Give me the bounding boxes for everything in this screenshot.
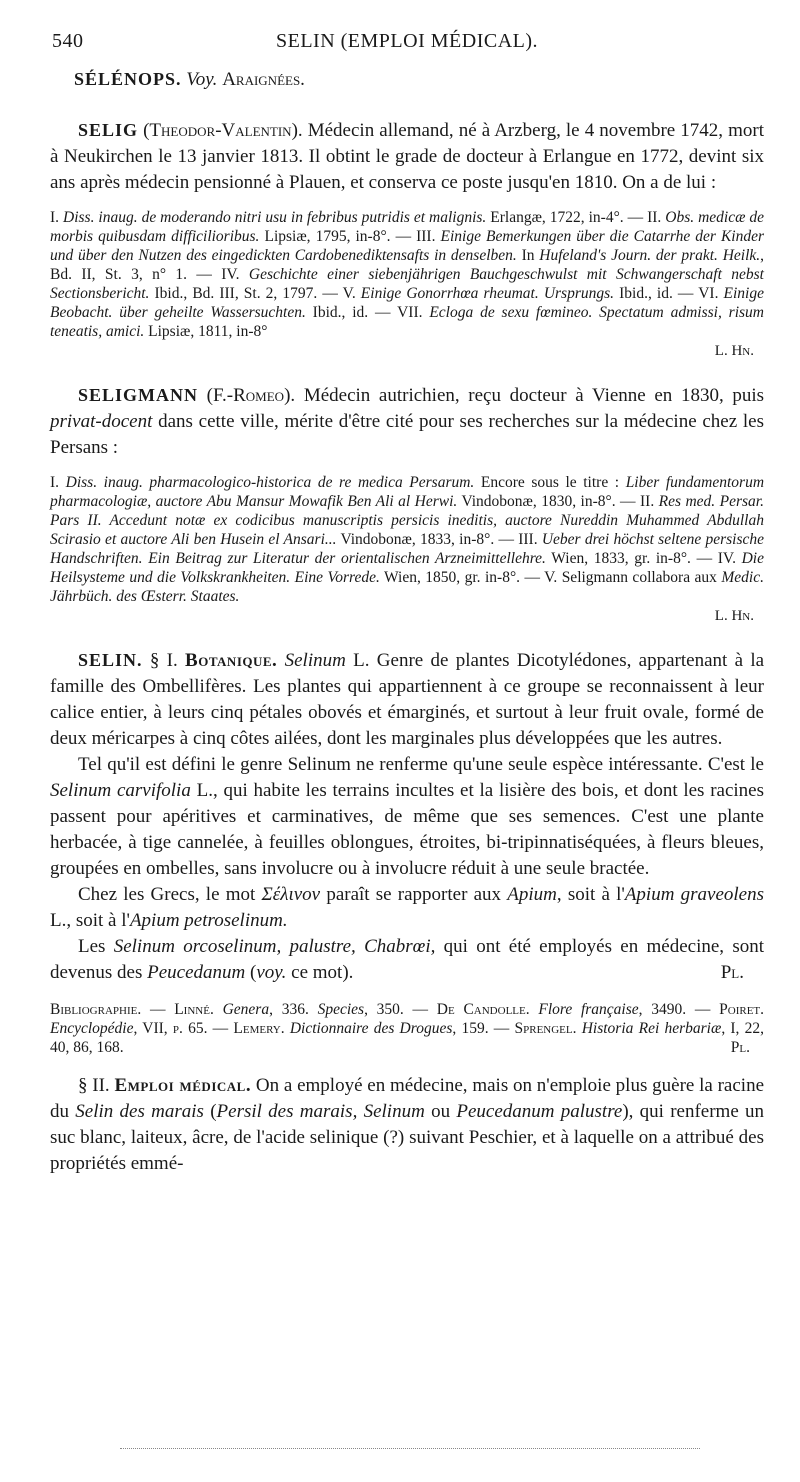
- paragraph-text: L., soit à l': [50, 910, 130, 931]
- works-text: Erlangæ, 1722, in-4°. — II.: [486, 209, 666, 226]
- paragraph-text: ), qui renferme un suc blanc, laiteux, âcre, de l'acide selinique (?) suivant Peschier, et à laquelle on a attribué des propriétés emmé-: [50, 1101, 765, 1174]
- seligmann-text: Médecin autrichien, reçu docteur à Vienne en 1830, puis: [303, 385, 765, 406]
- works-title: Ueber drei höchst seltene persische Handschriften. Ein Beitrag zur Literatur der orientalischen Arzneimittellehre.: [50, 531, 765, 567]
- selig-name: (Theodor-Valentin).: [143, 120, 303, 141]
- headword-seligmann: SELIGMANN: [78, 385, 199, 405]
- seligmann-paragraph: [50, 382, 764, 461]
- paragraph-text: Les: [78, 936, 114, 957]
- italic-term: voy.: [256, 962, 287, 983]
- works-text: I.: [50, 474, 66, 491]
- works-title: Liber fundamentorum pharmacologiæ, auctore Abu Mansur Mowafik Ben Ali al Herwi.: [50, 474, 765, 510]
- paragraph-text: (: [203, 1101, 217, 1122]
- headword-selig: SELIG: [78, 120, 139, 140]
- biblio-text: , 336.: [269, 1001, 318, 1018]
- works-text: , Bd. II, St. 3, n° 1. — IV.: [50, 247, 765, 283]
- selin-paragraph-4: [50, 934, 764, 986]
- paragraph-text: paraît se rapporter aux: [320, 884, 508, 905]
- works-text: Encore sous le titre :: [474, 474, 626, 491]
- bibliography-signature: Pl.: [730, 1039, 750, 1056]
- cross-reference: Araignées.: [222, 69, 305, 90]
- works-title: Res med. Persar. Pars II. Accedunt notæ ex codicibus manuscriptis persicis ineditis, auctore Nureddin Muhammed Abdullah Scirasio et auctore Ali ben Husein el Ansari...: [50, 493, 764, 548]
- biblio-title: Genera: [222, 1001, 270, 1018]
- running-head: [50, 30, 764, 60]
- paragraph-text: (: [245, 962, 257, 983]
- selin-paragraph-5: [50, 1073, 764, 1177]
- running-title: SELIN (EMPLOI MÉDICAL).: [275, 30, 539, 52]
- works-title: Die Heilsysteme und die Volkskrankheiten. Eine Vorrede.: [50, 550, 764, 586]
- selig-paragraph: [50, 117, 764, 196]
- voy-label: Voy.: [186, 69, 218, 90]
- works-text: Ibid., id. — VII.: [305, 304, 430, 321]
- italic-term: Apium petroselinum.: [129, 910, 288, 931]
- italic-term: Peucedanum: [147, 962, 246, 983]
- selin-signature: Pl.: [720, 962, 744, 983]
- works-title: Ecloga de sexu fœmineo. Spectatum admissi, risum teneatis, amici.: [50, 304, 764, 340]
- headword-selin: SELIN.: [78, 650, 143, 670]
- entry-selenops: [50, 66, 764, 93]
- works-title: Diss. inaug. de moderando nitri usu in febribus putridis et malignis.: [63, 209, 487, 226]
- seligmann-name: (F.-Romeo).: [206, 385, 296, 406]
- biblio-text: , 3490. — Poiret.: [638, 1001, 765, 1018]
- italic-term: Apium: [507, 884, 557, 905]
- biblio-title: Historia Rei herbariæ: [581, 1020, 722, 1037]
- works-text: Wien, 1833, gr. in-8°. — IV.: [545, 550, 742, 567]
- biblio-text: , I, 22, 40, 86, 168.: [50, 1020, 765, 1056]
- entry-seligmann: [50, 382, 764, 625]
- seligmann-text: dans cette ville, mérite d'être cité pour ses recherches sur la médecine chez les Persans :: [50, 411, 764, 458]
- works-text: Wien, 1850, gr. in-8°. — V. Seligmann collabora aux: [379, 569, 722, 586]
- italic-term: Peucedanum palustre: [456, 1101, 623, 1122]
- italic-term: Selinum: [284, 650, 346, 671]
- section-title-emploi: Emploi médical.: [114, 1075, 252, 1096]
- paragraph-text: On a employé en médecine, mais on n'emploie plus guère la racine du: [50, 1075, 765, 1122]
- works-title: Einige Bemerkungen über die Catarrhe der Kinder und über den Nutzen des eingedickten Cardobenediktensafts in denselben.: [50, 228, 764, 264]
- works-title: Diss. inaug. pharmacologico-historica de re medica Persarum.: [65, 474, 475, 491]
- italic-term: Persil des marais, Selinum: [216, 1101, 425, 1122]
- works-text: Ibid., Bd. III, St. 2, 1797. — V.: [149, 285, 361, 302]
- italic-term: Selinum orcoselinum, palustre, Chabrœi,: [113, 936, 436, 957]
- paragraph-text: Tel qu'il est défini le genre Selinum ne renferme qu'une seule espèce intéressante. C'est le: [78, 754, 764, 775]
- italic-term: Selin des marais: [75, 1101, 204, 1122]
- bottom-dotted-rule: [120, 1448, 700, 1449]
- paragraph-text: ce mot).: [286, 962, 354, 983]
- selin-bibliography: [50, 1000, 764, 1057]
- biblio-title: Species: [317, 1001, 365, 1018]
- works-title: Einige Gonorrhœa rheumat. Ursprungs.: [360, 285, 615, 302]
- paragraph-text: L., qui habite les terrains incultes et la lisière des bois, et dont les racines passent pour apéritives et carminatives, de même que ses semences. C'est une plante herbacée, à tige cannelée, à feuilles oblongues, étroites, bi-tripinnatiséquées, à fleurs bleues, groupées en ombelles, sans involucre ou à involucre réduit à une seule bractée.: [50, 780, 764, 879]
- italic-term: Apium graveolens: [624, 884, 764, 905]
- biblio-text: , VII, p. 65. — Lemery.: [133, 1020, 290, 1037]
- selin-paragraph-2: [50, 752, 764, 882]
- biblio-text: , 350. — De Candolle.: [364, 1001, 539, 1018]
- selin-paragraph-3: [50, 882, 764, 934]
- seligmann-text-italic: privat-docent: [50, 411, 153, 432]
- works-text: I.: [50, 209, 64, 226]
- headword-selenops: SÉLÉNOPS.: [74, 69, 182, 89]
- works-text: Vindobonæ, 1830, in-8°. — II.: [457, 493, 659, 510]
- biblio-title: Dictionnaire des Drogues: [289, 1020, 453, 1037]
- greek-word: Σέλινον: [261, 884, 321, 905]
- works-title: Medic. Jährbüch. des Œsterr. Staates.: [50, 569, 764, 605]
- section-mark: § I.: [149, 650, 178, 671]
- entry-selin: [50, 647, 764, 1177]
- seligmann-signature: L. Hn.: [714, 608, 754, 624]
- section-mark: § II.: [78, 1075, 110, 1096]
- italic-term: Selinum carvifolia: [50, 780, 191, 801]
- entry-selig: [50, 117, 764, 360]
- seligmann-works: [50, 473, 764, 606]
- page-number: 540: [52, 30, 84, 52]
- biblio-text: — Linné.: [141, 1001, 223, 1018]
- biblio-text: , 159. — Sprengel.: [452, 1020, 582, 1037]
- paragraph-text: qui ont été employés en médecine, sont devenus des: [50, 936, 764, 983]
- selig-signature: L. Hn.: [714, 343, 754, 359]
- paragraph-text: , soit à l': [556, 884, 625, 905]
- paragraph-text: Chez les Grecs, le mot: [78, 884, 262, 905]
- section-title-botanique: Botanique.: [185, 650, 278, 671]
- works-title: Einige Beobacht. über geheilte Wassersuchten.: [50, 285, 764, 321]
- biblio-title: Flore française: [538, 1001, 639, 1018]
- works-title: Geschichte einer siebenjährigen Bauchgeschwulst mit Schwangerschaft nebst Sectionsbericht.: [50, 266, 764, 302]
- paragraph-text: L. Genre de plantes Dicotylédones, appartenant à la famille des Ombellifères. Les plantes qui appartiennent à ce groupe se reconnaissent à leur calice entier, à leurs cinq pétales obovés et émarginés, et surtout à leur fruit ovale, formé de deux méricarpes à cinq côtes ailées, dont les marginales plus développées que les autres.: [50, 650, 765, 749]
- works-title: Obs. medicæ de morbis quibusdam difficilioribus.: [50, 209, 765, 245]
- selig-works: [50, 208, 764, 341]
- works-text: Vindobonæ, 1833, in-8°. — III.: [336, 531, 542, 548]
- selig-text: Médecin allemand, né à Arzberg, le 4 novembre 1742, mort à Neukirchen le 13 janvier 1813. Il obtint le grade de docteur à Erlangue en 1772, devint six ans après médecin pensionné à Plauen, et conserva ce poste jusqu'en 1810. On a de lui :: [50, 120, 765, 193]
- bibliography-label: Bibliographie.: [50, 1001, 142, 1018]
- works-text: In: [516, 247, 540, 264]
- works-text: Lipsiæ, 1795, in-8°. — III.: [259, 228, 441, 245]
- works-text: Lipsiæ, 1811, in-8°: [144, 323, 268, 340]
- works-text: Ibid., id. — VI.: [614, 285, 724, 302]
- biblio-title: Encyclopédie: [50, 1020, 134, 1037]
- selin-paragraph-1: [50, 647, 764, 752]
- works-title: Hufeland's Journ. der prakt. Heilk.: [539, 247, 761, 264]
- paragraph-text: ou: [424, 1101, 457, 1122]
